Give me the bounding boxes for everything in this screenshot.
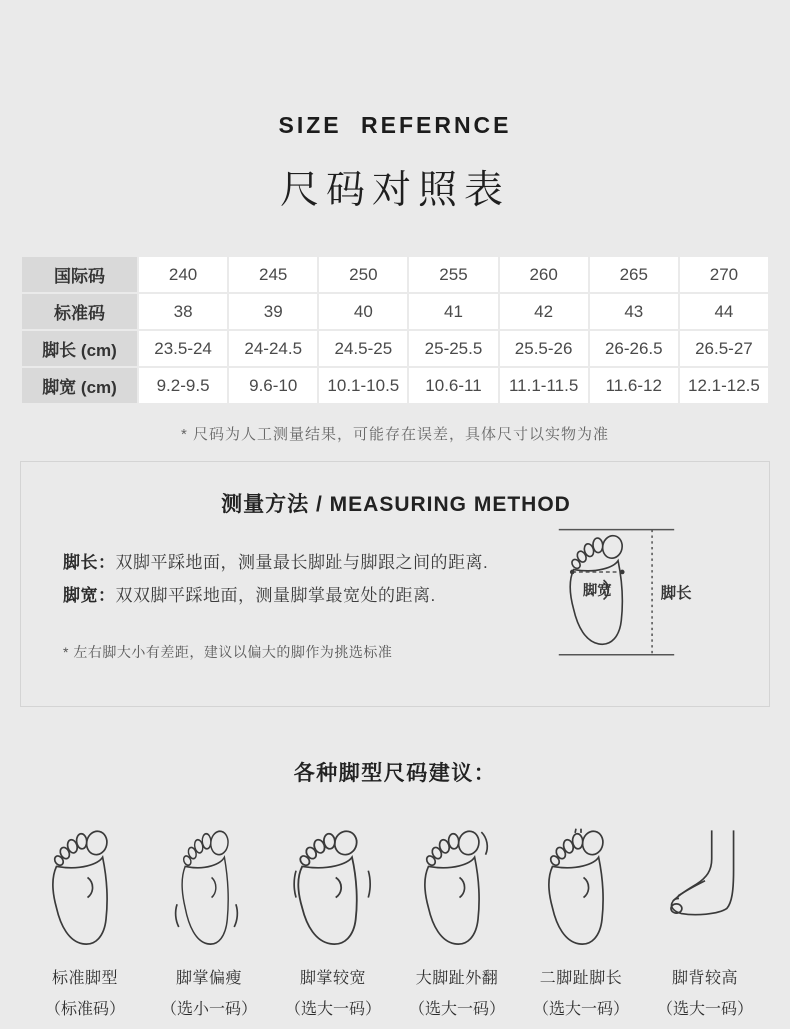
foot-types-heading: 各种脚型尺码建议： — [293, 762, 497, 785]
measuring-desc-width: 双双脚平踩地面，测量脚掌最宽处的距离. — [115, 586, 436, 606]
measuring-line-width — [63, 579, 533, 612]
measuring-line-length — [63, 546, 533, 579]
diagram-length-label: 脚长 — [660, 584, 692, 602]
foot-type-name: 脚背较高 — [671, 970, 738, 987]
foot-type-advice: （标准码） — [44, 1001, 125, 1018]
table-cell: 11.6-12 — [590, 368, 678, 403]
page-title-en: SIZE REFERNCE — [278, 112, 512, 138]
foot-bunion-icon — [413, 827, 501, 953]
foot-type-item — [522, 827, 640, 1019]
table-cell: 9.2-9.5 — [139, 368, 227, 403]
measuring-desc-length: 双脚平踩地面，测量最长脚趾与脚跟之间的距离. — [115, 553, 489, 572]
table-cell: 26-26.5 — [590, 331, 678, 366]
table-cell: 10.6-11 — [409, 368, 497, 403]
table-cell: 25.5-26 — [500, 331, 588, 366]
table-cell: 24.5-25 — [319, 331, 407, 366]
measuring-term-width: 脚宽： — [63, 586, 116, 606]
foot-type-name: 脚掌较宽 — [299, 970, 366, 987]
measuring-foot-diagram — [553, 514, 755, 680]
size-table — [22, 257, 768, 403]
foot-type-item — [646, 827, 764, 1019]
foot-type-item — [398, 827, 516, 1019]
diagram-width-label: 脚宽 — [582, 583, 612, 600]
size-table-footnote: * 尺码为人工测量结果，可能存在误差，具体尺寸以实物为准 — [180, 426, 609, 443]
table-cell: 260 — [500, 257, 588, 292]
foot-type-advice: （选大一码） — [408, 1001, 505, 1018]
foot-type-item — [26, 827, 144, 1019]
table-cell: 39 — [229, 294, 317, 329]
table-cell: 12.1-12.5 — [680, 368, 768, 403]
table-cell: 25-25.5 — [409, 331, 497, 366]
foot-type-advice: （选大一码） — [284, 1001, 381, 1018]
foot-type-advice: （选小一码） — [160, 1001, 257, 1018]
table-cell: 265 — [590, 257, 678, 292]
foot-type-advice: （选大一码） — [656, 1001, 753, 1018]
table-cell: 23.5-24 — [139, 331, 227, 366]
foot-second-toe-long-icon — [537, 827, 625, 953]
foot-wide-icon — [289, 827, 377, 953]
foot-narrow-icon — [165, 827, 253, 953]
foot-type-item — [274, 827, 392, 1019]
table-cell: 42 — [500, 294, 588, 329]
table-row-header: 标准码 — [22, 294, 137, 329]
table-cell: 26.5-27 — [680, 331, 768, 366]
table-cell: 240 — [139, 257, 227, 292]
measuring-term-length: 脚长： — [63, 553, 116, 572]
foot-types-row — [26, 827, 764, 1019]
measuring-note: * 左右脚大小有差距，建议以偏大的脚作为挑选标准 — [63, 644, 393, 661]
table-cell: 44 — [680, 294, 768, 329]
table-cell: 9.6-10 — [229, 368, 317, 403]
table-row — [22, 257, 768, 292]
foot-type-name: 标准脚型 — [51, 970, 118, 987]
table-cell: 11.1-11.5 — [500, 368, 588, 403]
table-row — [22, 331, 768, 366]
foot-standard-icon — [41, 827, 129, 953]
foot-type-name: 脚掌偏瘦 — [175, 970, 242, 987]
foot-high-instep-icon — [661, 827, 749, 953]
measuring-method-title: 测量方法 / MEASURING METHOD — [221, 493, 571, 516]
table-cell: 250 — [319, 257, 407, 292]
table-row-header: 脚长 (cm) — [22, 331, 137, 366]
table-row-header: 国际码 — [22, 257, 137, 292]
table-row — [22, 368, 768, 403]
table-cell: 41 — [409, 294, 497, 329]
table-row-header: 脚宽 (cm) — [22, 368, 137, 403]
page-title-zh: 尺码对照表 — [279, 169, 510, 212]
table-cell: 245 — [229, 257, 317, 292]
table-row — [22, 294, 768, 329]
foot-type-item — [150, 827, 268, 1019]
foot-type-name: 二脚趾脚长 — [539, 970, 623, 987]
table-cell: 255 — [409, 257, 497, 292]
foot-type-advice: （选大一码） — [532, 1001, 629, 1018]
table-cell: 10.1-10.5 — [319, 368, 407, 403]
table-cell: 24-24.5 — [229, 331, 317, 366]
measuring-method-box — [20, 461, 770, 707]
table-cell: 40 — [319, 294, 407, 329]
foot-type-name: 大脚趾外翻 — [415, 970, 499, 987]
table-cell: 270 — [680, 257, 768, 292]
table-cell: 43 — [590, 294, 678, 329]
table-cell: 38 — [139, 294, 227, 329]
